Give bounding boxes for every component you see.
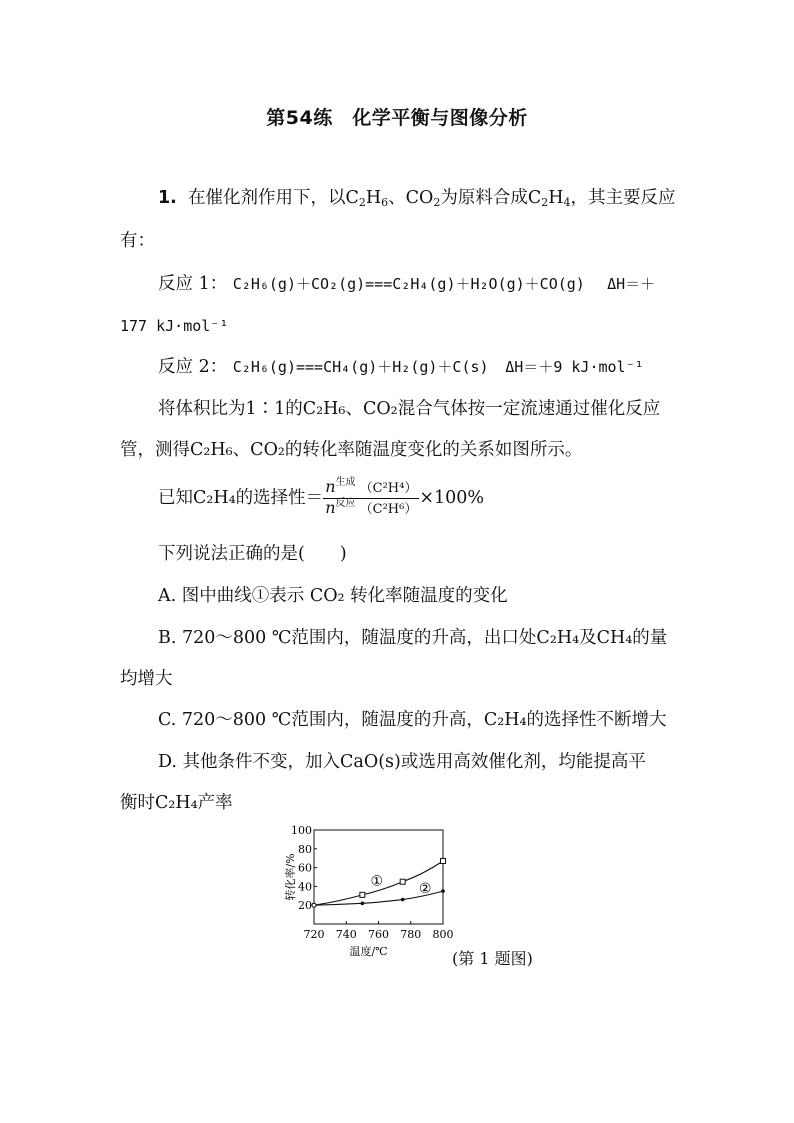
y-axis-label: 转化率/% xyxy=(284,853,297,901)
reaction-1: 反应 1： C₂H₆(g)＋CO₂(g)===C₂H₄(g)＋H₂O(g)＋CO(g) ΔH＝＋ xyxy=(158,274,656,294)
reaction-1-enthalpy-value: 177 kJ·mol⁻¹ xyxy=(120,317,229,335)
option-d: D. 其他条件不变，加入CaO(s)或选用高效催化剂，均能提高平 xyxy=(158,752,646,772)
option-b: B. 720～800 ℃范围内，随温度的升高，出口处C₂H₄及CH₄的量 xyxy=(158,628,668,648)
question-intro-cont: 有： xyxy=(120,231,155,251)
y-tick-label: 60 xyxy=(298,861,312,875)
curve-2-label: ② xyxy=(418,880,432,897)
selectivity-fraction: $\frac{n^{生成} (C^2H^4)}{n^{反应} (C^2H^6)}$ xyxy=(325,477,418,517)
conversion-rate-chart xyxy=(282,820,457,970)
reaction-2-enthalpy: ΔH＝＋9 kJ·mol⁻¹ xyxy=(505,358,644,376)
reaction-1-enthalpy: ΔH＝＋ xyxy=(607,275,656,293)
y-tick-label: 100 xyxy=(291,824,312,837)
series-2-point xyxy=(361,902,365,906)
option-d-cont: 衡时C₂H₄产率 xyxy=(120,793,233,813)
series-2-point xyxy=(441,889,445,893)
series-2-point xyxy=(401,898,405,902)
x-axis-label: 温度/℃ xyxy=(349,945,388,958)
series-1-point xyxy=(441,859,446,864)
x-tick-label: 800 xyxy=(432,928,454,941)
paragraph-line-1: 将体积比为1∶1的C₂H₆、CO₂混合气体按一定流速通过催化反应 xyxy=(158,399,661,419)
question-stem: 下列说法正确的是( ) xyxy=(158,544,347,564)
reaction-2-equation: C₂H₆(g)===CH₄(g)＋H₂(g)＋C(s) xyxy=(232,358,489,376)
question-number: 1. xyxy=(158,188,177,208)
y-tick-label: 40 xyxy=(298,880,312,894)
page-title: 第54练 化学平衡与图像分析 xyxy=(266,107,528,129)
option-c: C. 720～800 ℃范围内，随温度的升高，C₂H₄的选择性不断增大 xyxy=(158,710,667,730)
x-tick-label: 760 xyxy=(368,928,389,941)
option-b-cont: 均增大 xyxy=(120,669,173,689)
x-tick-label: 740 xyxy=(335,928,357,941)
x-tick-label: 780 xyxy=(400,928,422,941)
reaction-1-equation: C₂H₆(g)＋CO₂(g)===C₂H₄(g)＋H₂O(g)＋CO(g) xyxy=(232,275,585,293)
x-tick-label: 720 xyxy=(303,928,325,941)
reaction-2: 反应 2： C₂H₆(g)===CH₄(g)＋H₂(g)＋C(s) ΔH＝＋9 kJ·mol⁻¹ xyxy=(158,357,644,377)
option-a: A. 图中曲线①表示 CO₂ 转化率随温度的变化 xyxy=(158,586,508,606)
figure-caption: (第 1 题图) xyxy=(452,949,533,968)
curve-1-label: ① xyxy=(370,873,383,890)
series-1-point xyxy=(360,892,365,897)
y-tick-label: 20 xyxy=(298,899,312,913)
selectivity-formula: 已知C₂H₄的选择性＝ $\frac{n^{生成} (C^2H^4)}{n^{反应} (C^2H^6)}$ ×100% xyxy=(158,477,485,517)
y-tick-label: 80 xyxy=(298,842,312,856)
series-2-point xyxy=(312,903,316,907)
series-1-point xyxy=(400,879,405,884)
paragraph-line-2: 管，测得C₂H₆、CO₂的转化率随温度变化的关系如图所示。 xyxy=(120,440,583,460)
question-intro: 1. 在催化剂作用下，以$C_2H_6$、$CO_2$为原料合成$C_2H_4$，其主要反应 xyxy=(158,188,676,209)
